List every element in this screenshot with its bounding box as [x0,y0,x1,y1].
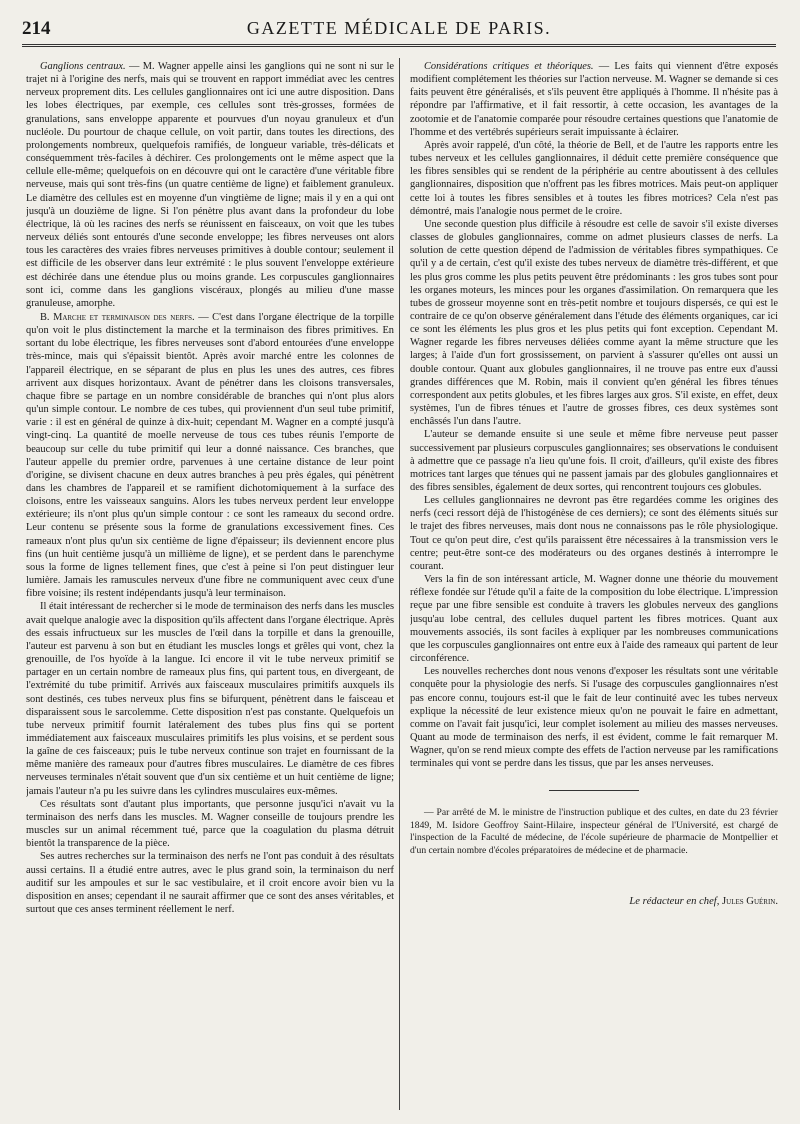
running-title: GAZETTE MÉDICALE DE PARIS. [246,18,552,38]
header-rule [22,44,776,47]
paragraph-muscles: Il était intéressant de rechercher si le mode de terminaison des nerfs dans les muscles avait quelque analogie avec la disposition qu'ils affectent dans l'organe électrique. Après des essais infructueux sur les muscles de l'œil dans la torpille et dans la grenouille, l'auteur est parvenu à son but en étudiant les muscles longs et grêles qui vont, chez la grenouille, de l'os hyoïde à la langue. Ici encore il vit le tube nerveux primitif se partager en un certain nombre de rameaux plus fins, qui partent tous, en divergeant, de l'extrémité du tube primitif. Arrivés aux faisceaux musculaires primitifs auxquels ils sont destinés, ces tubes nerveux plus fins se bifurquent, pénètrent dans le faisceau et disparaissent sous le sarcolemme. Cette disposition n'est pas constante. Quelquefois un tube nerveux primitif fournit latéralement des tubes plus fins qui se portent immédiatement aux faisceaux musculaires primitifs les plus voisins, et se perdent sous la gaîne de ces faisceaux; puis le tube nerveux continue son trajet en fournissant de la même manière des rameaux pour d'autres fibres musculaires. Le diamètre de ces fibres nerveuses terminales n'était souvent que d'un six centième et un huit centième de ligne; jamais l'auteur n'a pu les suivre dans les cylindres musculaires eux-mêmes. [26,601,394,797]
column-divider [399,58,400,1110]
paragraph-bell: Après avoir rappelé, d'un côté, la théorie de Bell, et de l'autre les rapports entre les tubes nerveux et les cellules ganglionnaires, il déduit cette première conséquence que les fibres sensibles qui se rendent de la périphérie au centre aboutissent à des cellules ganglionnaires, disposition que n'offrent pas les fibres motrices. Mais peut-on appliquer cette loi à toutes les fibres sensibles et à toutes les fibres motrices? Cela n'est pas démontré, mais l'analogie nous permet de le croire. [410,139,778,217]
paragraph-resultats: Ces résultats sont d'autant plus importants, que personne jusqu'ici n'avait vu la terminaison des nerfs dans les muscles. M. Wagner conseille de toujours prendre les muscles sur un animal récemment tué, parce que la coagulation du plasma détruit bientôt la transparence de la pièce. [26,798,394,850]
right-column [410,60,778,1110]
left-column [26,60,394,1110]
paragraph-conclusion: Les nouvelles recherches dont nous venons d'exposer les résultats sont une véritable conquête pour la physiologie des nerfs. Si l'usage des corpuscules ganglionnaires n'est pas encore connu, toujours est-il que le fait de leur continuité avec les tubes nerveux explique la nécessité de leur existence mieux qu'on ne pouvait le faire en admettant, comme on l'avait fait jusqu'ici, leur complet isolement au milieu des masses nerveuses. Quant au mode de terminaison des nerfs, il est évident, comme le fait remarquer M. Wagner, qu'on se rend mieux compte des effets de l'action nerveuse par les ramifications terminales qui vont se perdre dans les tissus, que par les anses nerveuses. [410,666,778,770]
paragraph-nerf-auditif: Ses autres recherches sur la terminaison des nerfs ne l'ont pas conduit à des résultats aussi certains. Il a étudié entre autres, avec le plus grand soin, la terminaison du nerf auditif sur les ampoules et sur le sac vestibulaire, et il croit encore avoir bien vu la disposition en anses; cependant il ne saurait affirmer que ce sont des anses véritables, et surtout que ces anses terminent réellement le nerf. [26,851,394,915]
paragraph-passage: L'auteur se demande ensuite si une seule et même fibre nerveuse peut passer successivement par plusieurs corpuscules ganglionnaires; ses observations le conduisent à admettre que ce passage n'a lieu qu'une fois. Il croit, d'ailleurs, qu'il existe des fibres motrices tant larges que ténues qui ne passent jamais par des globules ganglionnaires et des fibres sensibles, également de deux sortes, qui rencontrent toujours ces globules. [410,429,778,493]
paragraph-text: — M. Wagner appelle ainsi les ganglions qui ne sont ni sur le trajet ni à l'origine des nerfs, mais qui se trouvent en rapport immédiat avec les centres nerveux proprement dits. Les cellules ganglionnaires ont ici une autre disposition. Dans les lobes électriques, par exemple, ces cellules sont très-grosses, formées de granulations, sans enveloppe apparente et pourvues d'un noyau granuleux et d'un nucléole. Du pourtour de chaque cellule, on voit partir, dans toutes les directions, des prolongements nombreux, quelquefois ramifiés, de longueur variable, très-délicats et conséquemment très-faciles à déchirer. Ces prolongements ont le même aspect que la cellule elle-même; quelquefois on en découvre qui ont le caractère d'une véritable fibre nerveuse, mais qui sont très-fins (un quatre centième de ligne) et faiblement granuleux. Le diamètre des cellules est en moyenne d'un vingtième de ligne; mais il y en a qui ont jusqu'à un douzième de ligne. Si l'on pénètre plus avant dans la profondeur du lobe électrique, là où les racines des nerfs se réunissent en faisceaux, on voit que les tubes nerveux déliés sont entourés d'une seconde enveloppe; les fibres nerveuses ont alors tous les caractères des vraies fibres nerveuses primitives à double contour; seulement il est difficile de les observer dans leur extrémité : le plus souvent l'enveloppe extérieure est déchirée dans une étendue plus ou moins grande. Les corpuscules ganglionnaires sont ici, comme dans les ganglions viscéraux, plongés au milieu d'une masse granuleuse, amorphe. [26,61,394,309]
paragraph-ganglions-centraux [26,60,394,310]
paragraph-marche-terminaison [26,311,394,600]
page-header [22,14,776,48]
separator-rule [549,790,639,791]
paragraph-text: — C'est dans l'organe électrique de la torpille qu'on voit le plus distinctement la marche et la terminaison des fibres primitives. En sortant du lobe électrique, les fibres nerveuses sont d'abord entourées d'une enveloppe très-mince, mais qui s'épaissit bientôt. Après avoir marché entre les colonnes de l'appareil électrique, en se séparant de plus en plus les unes des autres, ces fibres arrivent aux disques horizontaux. Avant de pénétrer dans les cloisons transversales, chaque fibre se partage en un nombre considérable de branches qui n'ont plus alors qu'un simple contour. Le nombre de ces tubes, qui proviennent d'un seul tube primitif, varie : il est en général de quinze à dix-huit; cependant M. Wagner en a compté jusqu'à vingt-cinq. La quantité de moelle nerveuse de tous ces tubes réunis l'emporte de beaucoup sur celle du tube primitif qui leur a donné naissance. Ces branches, que l'auteur appelle du premier ordre, parvenues à une certaine distance de leur point d'origine, se divisent chacune en deux autres branches à peu près égales, qui pénètrent dans les chambres de l'appareil et se ramifient dichotomiquement à la surface des cloisons, entre les vaisseaux sanguins. Alors les tubes nerveux perdent leur enveloppe extérieure; ils n'ont plus qu'un simple contour : ce sont les rameaux du second ordre. Leur contenu se présente sous la forme de granulations excessivement fines. Ces rameaux n'ont plus qu'un six centième de ligne d'épaisseur; ils deviennent encore plus fins (un huit centième jusqu'à un millième de ligne), et se perdent dans le parenchyme sous la forme de lignes tellement fines, que c'est à peine si l'on peut distinguer leur lumière. Jamais les ramuscules nerveux d'une fibre ne communiquent avec ceux d'une fibre voisine; ils restent indépendants jusqu'à leur terminaison. [26,311,394,600]
section-heading: B. Marche et terminaison des nerfs. [40,311,195,323]
paragraph-globules: Une seconde question plus difficile à résoudre est celle de savoir s'il existe diverses classes de globules ganglionnaires, comme on admet plusieurs classes de nerfs. La solution de cette question dépend de l'admission de véritables fibres sympathiques. Ce qu'il y a de certain, c'est qu'il existe des tubes nerveux de diamètre très-différent, et que les plus gros comme les plus petits peuvent être prédominants : les gros tubes sont pour les organes moteurs, les minces pour les organes d'assimilation. On remarquera que les tubes de grosseur moyenne sont en très-petit nombre et toujours dispersés, ce qui est le contraire de ce qu'on observe généralement dans l'étude des éléments organiques, car ici ce sont les éléments les plus gros et les plus petits qui font exception. Cependant M. Wagner regarde les fibres nerveuses déliées comme ayant la même structure que les larges; à l'aide d'un fort grossissement, on parvient à s'assurer qu'elles ont aussi un double contour. Quant aux globules ganglionnaires, il ne trouve pas entre eux d'aussi grandes différences que M. Robin, mais il convient qu'en général les fibres ténues correspondent aux petits globules, et les fibres larges aux gros. S'il existe, en effet, deux systèmes, l'un de fibres ténues et l'autre de grosses fibres, ces deux systèmes sont enchâssés l'un dans l'autre. [410,218,778,428]
signature-role: Le rédacteur en chef, [629,896,723,908]
paragraph-cellules: Les cellules ganglionnaires ne devront pas être regardées comme les origines des nerfs (ceci ressort déjà de l'histogénèse de ces derniers); ce sont des éléments situés sur le trajet des fibres nerveuses, mais dont nous ne connaissons pas le rôle physiologique. Tout ce qu'on peut dire, c'est qu'ils paraissent être nécessaires à la transmission vers le centre; peut-être sont-ce des modérateurs ou des organes destinés à interrompre le courant. [410,495,778,572]
news-note: — Par arrêté de M. le ministre de l'instruction publique et des cultes, en date du 23 février 1849, M. Isidore Geoffroy Saint-Hilaire, inspecteur général de l'Université, est chargé de l'inspection de la Faculté de médecine, de l'école supérieure de pharmacie de Montpellier et d'un certain nombre d'écoles préparatoires de médecine et de pharmacie. [410,807,778,856]
paragraph-reflexe: Vers la fin de son intéressant article, M. Wagner donne une théorie du mouvement réflexe fondée sur l'étude qu'il a faite de la composition du lobe électrique. L'impression reçue par une fibre sensible est conduite à travers les globules nerveux des ganglions jusqu'au lobe central, des cellules duquel partent les fibres motrices. Quant aux mouvements associés, ils sont faciles à expliquer par les nombreuses communications que les corpuscules ganglionnaires ont entre eux à l'aide des rameaux qui partent de leur circonférence. [410,574,778,665]
section-heading: Ganglions centraux. [40,61,126,72]
page-number: 214 [22,18,51,39]
signature-name: Jules Guérin. [722,896,778,908]
signature [410,895,778,908]
paragraph-considerations [410,60,778,139]
section-heading: Considérations critiques et théoriques. [424,61,594,72]
paragraph-text: — Les faits qui viennent d'être exposés modifient complétement les théories sur l'action nerveuse. M. Wagner se demande si ces faits peuvent être généralisés, et s'ils peuvent être appliqués à l'homme. Il n'hésite pas à répondre par l'affirmative, et il fait ressortir, à cette occasion, les avantages de la zootomie et de l'anatomie comparée pour résoudre certaines questions que l'anatomie de l'homme et des vertébrés supérieurs serait impuissante à éclairer. [410,61,778,138]
